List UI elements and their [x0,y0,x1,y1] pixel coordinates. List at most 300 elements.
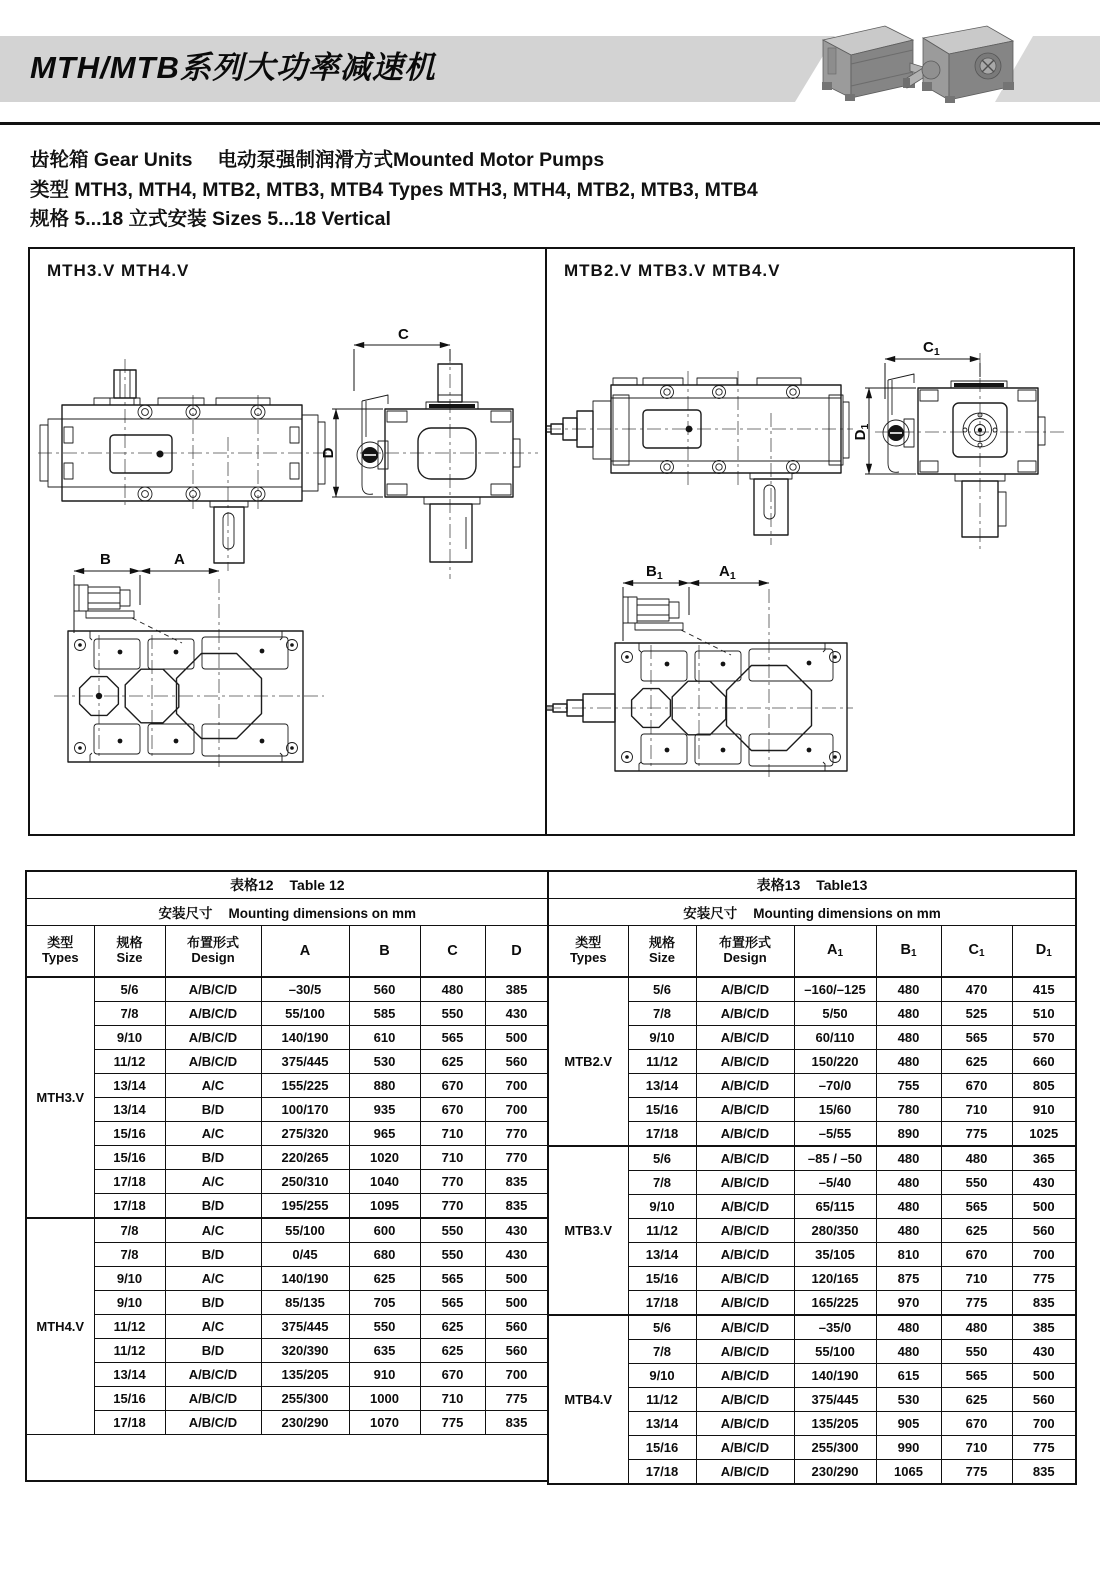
table-13-body [548,977,1076,1484]
dim-c-cell: 670 [941,1243,1012,1267]
dim-c-cell: 710 [941,1436,1012,1460]
dim-d-cell: 700 [1012,1412,1076,1436]
table-title-row [548,871,1076,899]
dim-b-cell: 1095 [349,1194,420,1219]
size-cell: 5/6 [94,977,165,1002]
dim-c-cell: 710 [941,1098,1012,1122]
dim-b-cell: 905 [876,1412,941,1436]
dim-b-cell: 530 [876,1388,941,1412]
dim-b-cell: 480 [876,1315,941,1340]
design-cell: A/B/C/D [696,1002,794,1026]
column-header: 规格 Size [628,926,696,978]
dim-a-cell: –70/0 [794,1074,876,1098]
technical-drawing-mth [30,249,545,834]
dim-c-cell: 565 [420,1267,485,1291]
dim-a-cell: 35/105 [794,1243,876,1267]
dim-b-cell: 890 [876,1122,941,1147]
dim-b-cell: 480 [876,1002,941,1026]
table-row [26,1243,548,1267]
dim-b-cell: 615 [876,1364,941,1388]
table-row [26,1291,548,1315]
design-cell: A/B/C/D [165,1002,261,1026]
dim-c-cell: 770 [420,1170,485,1194]
design-cell: A/B/C/D [165,977,261,1002]
dim-a-cell: 55/100 [261,1002,349,1026]
drawing-title-mth: MTH3.V MTH4.V [47,261,190,280]
page-title: MTH/MTB系列大功率减速机 [30,50,436,85]
design-cell: A/B/C/D [165,1411,261,1435]
size-cell: 13/14 [628,1412,696,1436]
size-cell: 13/14 [94,1098,165,1122]
dim-label-a: A [174,551,185,568]
dim-c-cell: 710 [420,1146,485,1170]
table-row [548,1267,1076,1291]
dim-d-cell: 430 [1012,1340,1076,1364]
dim-b-cell: 480 [876,1050,941,1074]
column-header: 类型 Types [26,926,94,978]
dim-a-cell: 220/265 [261,1146,349,1170]
table-12-subtitle [26,899,548,926]
design-cell: A/C [165,1074,261,1098]
dim-a-cell: 320/390 [261,1339,349,1363]
dim-b-cell: 780 [876,1098,941,1122]
size-cell: 9/10 [94,1267,165,1291]
column-header: $D_1$ [1012,926,1076,978]
design-cell: A/B/C/D [696,1267,794,1291]
blank-cell [26,1435,548,1482]
dim-a-cell: –30/5 [261,977,349,1002]
dim-d-cell: 700 [1012,1243,1076,1267]
dim-c-cell: 550 [420,1002,485,1026]
dim-c-cell: 625 [941,1219,1012,1243]
dim-b-cell: 990 [876,1436,941,1460]
dim-c-cell: 565 [941,1026,1012,1050]
dim-label-c1: $C_1$ [923,339,940,358]
column-header: B [349,926,420,978]
dim-a-cell: 280/350 [794,1219,876,1243]
table-row [548,1340,1076,1364]
table-row [548,1122,1076,1147]
column-header: 布置形式 Design [165,926,261,978]
size-cell: 11/12 [628,1050,696,1074]
dim-a-cell: 135/205 [794,1412,876,1436]
design-cell: A/B/C/D [696,1460,794,1485]
table-row [548,1388,1076,1412]
table-row [548,1050,1076,1074]
technical-drawing-box [28,247,1075,836]
column-header: $B_1$ [876,926,941,978]
dim-d-cell: 770 [485,1146,548,1170]
intro-line-2: 类型 MTH3, MTH4, MTB2, MTB3, MTB4 Types MTH3, MTH4, MTB2, MTB3, MTB4 [30,178,758,201]
dim-label-d1: $D_1$ [852,423,871,441]
intro-line-3: 规格 5...18 立式安装 Sizes 5...18 Vertical [30,208,391,230]
table-row [26,1122,548,1146]
design-cell: A/B/C/D [696,1122,794,1147]
dim-label-c: C [398,326,409,343]
size-cell: 11/12 [94,1050,165,1074]
size-cell: 11/12 [628,1388,696,1412]
design-cell: A/B/C/D [165,1050,261,1074]
dim-c-cell: 470 [941,977,1012,1002]
dim-b-cell: 480 [876,1171,941,1195]
dim-c-cell: 565 [941,1195,1012,1219]
dim-a-cell: –85 / –50 [794,1146,876,1171]
dim-d-cell: 835 [1012,1291,1076,1316]
table-subtitle-en: Mounting dimensions on mm [753,906,941,921]
dim-a-cell: 230/290 [261,1411,349,1435]
dim-c-cell: 625 [420,1315,485,1339]
dim-d-cell: 700 [485,1363,548,1387]
dim-b-cell: 705 [349,1291,420,1315]
size-cell: 7/8 [94,1002,165,1026]
table-row [548,977,1076,1002]
dim-c-cell: 710 [420,1387,485,1411]
dim-a-cell: 250/310 [261,1170,349,1194]
design-cell: A/B/C/D [696,1243,794,1267]
dim-d-cell: 500 [485,1291,548,1315]
header-rule [0,122,1100,125]
mtb-plan-view [547,563,853,777]
dim-d-cell: 365 [1012,1146,1076,1171]
dim-d-cell: 415 [1012,977,1076,1002]
dim-d-cell: 560 [485,1315,548,1339]
dim-a-cell: 5/50 [794,1002,876,1026]
dim-a-cell: 275/320 [261,1122,349,1146]
table-row [548,1026,1076,1050]
table-row [26,1002,548,1026]
table-subtitle-en: Mounting dimensions on mm [228,906,417,921]
size-cell: 7/8 [94,1243,165,1267]
design-cell: A/B/C/D [696,1146,794,1171]
type-label: MTB3.V [548,1146,628,1315]
type-label: MTB2.V [548,977,628,1146]
dim-c-cell: 480 [941,1315,1012,1340]
dim-a-cell: 150/220 [794,1050,876,1074]
design-cell: A/B/C/D [696,1364,794,1388]
design-cell: B/D [165,1339,261,1363]
dim-b-cell: 910 [349,1363,420,1387]
table-row [548,1098,1076,1122]
dim-b-cell: 1040 [349,1170,420,1194]
column-header-row [26,926,548,978]
dim-d-cell: 385 [1012,1315,1076,1340]
size-cell: 7/8 [628,1002,696,1026]
design-cell: A/B/C/D [696,1315,794,1340]
table-row [26,1411,548,1435]
dim-c-cell: 480 [941,1146,1012,1171]
table-row [548,1146,1076,1171]
dim-a-cell: –5/40 [794,1171,876,1195]
table-row [548,1171,1076,1195]
design-cell: A/B/C/D [165,1026,261,1050]
dim-c-cell: 670 [420,1098,485,1122]
dim-b-cell: 480 [876,1026,941,1050]
dim-a-cell: 255/300 [794,1436,876,1460]
dim-b-cell: 480 [876,1195,941,1219]
size-cell: 7/8 [628,1340,696,1364]
dim-c-cell: 480 [420,977,485,1002]
dim-label-b: B [100,551,111,568]
dim-d-cell: 500 [1012,1195,1076,1219]
dim-c-cell: 710 [420,1122,485,1146]
dim-b-cell: 635 [349,1339,420,1363]
table-row [548,1195,1076,1219]
dim-b-cell: 680 [349,1243,420,1267]
size-cell: 9/10 [94,1291,165,1315]
dim-b-cell: 480 [876,1219,941,1243]
dim-b-cell: 560 [349,977,420,1002]
dim-b-cell: 755 [876,1074,941,1098]
dim-d-cell: 910 [1012,1098,1076,1122]
design-cell: A/B/C/D [696,1291,794,1316]
table-row [548,1315,1076,1340]
table-row [548,1243,1076,1267]
design-cell: A/C [165,1267,261,1291]
dim-d-cell: 430 [485,1218,548,1243]
design-cell: B/D [165,1243,261,1267]
dim-b-cell: 600 [349,1218,420,1243]
dim-d-cell: 560 [485,1050,548,1074]
dim-b-cell: 875 [876,1267,941,1291]
dim-d-cell: 430 [485,1243,548,1267]
dim-c-cell: 550 [420,1218,485,1243]
size-cell: 11/12 [94,1315,165,1339]
dim-a-cell: 140/190 [261,1267,349,1291]
dim-d-cell: 500 [485,1026,548,1050]
size-cell: 11/12 [628,1219,696,1243]
size-cell: 17/18 [628,1291,696,1316]
design-cell: B/D [165,1146,261,1170]
dim-d-cell: 835 [485,1411,548,1435]
table-row [548,1436,1076,1460]
design-cell: A/B/C/D [696,1219,794,1243]
dim-label-b1: $B_1$ [646,563,663,582]
dim-d-cell: 775 [1012,1267,1076,1291]
design-cell: A/B/C/D [696,1050,794,1074]
table-subtitle-row [26,899,548,926]
dim-d-cell: 835 [485,1170,548,1194]
design-cell: A/B/C/D [696,1195,794,1219]
size-cell: 13/14 [94,1074,165,1098]
column-header: $A_1$ [794,926,876,978]
size-cell: 9/10 [628,1364,696,1388]
size-cell: 9/10 [94,1026,165,1050]
dim-c-cell: 550 [420,1243,485,1267]
table-row [26,1074,548,1098]
table-row [548,1364,1076,1388]
size-cell: 15/16 [628,1436,696,1460]
dim-c-cell: 670 [941,1412,1012,1436]
dim-b-cell: 935 [349,1098,420,1122]
dim-a-cell: 0/45 [261,1243,349,1267]
dim-c-cell: 565 [420,1026,485,1050]
dim-d-cell: 500 [1012,1364,1076,1388]
dim-d-cell: 385 [485,977,548,1002]
drawing-title-mtb: MTB2.V MTB3.V MTB4.V [564,261,781,280]
dim-d-cell: 570 [1012,1026,1076,1050]
dim-a-cell: 120/165 [794,1267,876,1291]
size-cell: 15/16 [628,1098,696,1122]
table-row [548,1291,1076,1316]
dim-c-cell: 550 [941,1171,1012,1195]
dim-a-cell: 375/445 [794,1388,876,1412]
table-12 [25,870,549,1482]
table-subtitle-row [548,899,1076,926]
dim-d-cell: 430 [485,1002,548,1026]
dim-b-cell: 550 [349,1315,420,1339]
dim-c-cell: 775 [941,1460,1012,1485]
column-header: D [485,926,548,978]
dim-d-cell: 510 [1012,1002,1076,1026]
mth-side-view [320,326,538,579]
size-cell: 5/6 [628,1315,696,1340]
size-cell: 17/18 [628,1122,696,1147]
size-cell: 15/16 [628,1267,696,1291]
design-cell: A/B/C/D [696,1074,794,1098]
table-row [548,1002,1076,1026]
type-label: MTH4.V [26,1218,94,1435]
dim-d-cell: 805 [1012,1074,1076,1098]
design-cell: A/B/C/D [696,1340,794,1364]
size-cell: 13/14 [628,1074,696,1098]
size-cell: 7/8 [628,1171,696,1195]
table-row [548,1460,1076,1485]
dim-b-cell: 965 [349,1122,420,1146]
mth-front-view [38,359,332,571]
design-cell: B/D [165,1098,261,1122]
table-row [26,1170,548,1194]
dim-b-cell: 480 [876,977,941,1002]
dim-c-cell: 625 [420,1050,485,1074]
table-title-en: Table 12 [289,877,345,893]
dim-a-cell: 100/170 [261,1098,349,1122]
intro-text [30,146,758,235]
size-cell: 15/16 [94,1122,165,1146]
dim-c-cell: 625 [941,1388,1012,1412]
column-header: A [261,926,349,978]
table-row [548,1219,1076,1243]
type-label: MTH3.V [26,977,94,1218]
dim-b-cell: 1000 [349,1387,420,1411]
dim-d-cell: 1025 [1012,1122,1076,1147]
design-cell: A/B/C/D [696,1098,794,1122]
dim-b-cell: 810 [876,1243,941,1267]
table-subtitle-zh: 安装尺寸 [683,906,738,921]
dim-a-cell: 165/225 [794,1291,876,1316]
dim-a-cell: 15/60 [794,1098,876,1122]
design-cell: A/B/C/D [165,1363,261,1387]
design-cell: A/B/C/D [696,1436,794,1460]
intro-line-1: 齿轮箱 Gear Units 电动泵强制润滑方式Mounted Motor Pumps [30,149,605,171]
dim-d-cell: 560 [485,1339,548,1363]
size-cell: 5/6 [628,977,696,1002]
column-header: $C_1$ [941,926,1012,978]
mtb-side-view [852,339,1067,549]
size-cell: 15/16 [94,1146,165,1170]
dim-a-cell: 155/225 [261,1074,349,1098]
dim-a-cell: 375/445 [261,1050,349,1074]
type-label: MTB4.V [548,1315,628,1484]
size-cell: 15/16 [94,1387,165,1411]
table-title-zh: 表格12 [229,877,274,893]
dim-d-cell: 660 [1012,1050,1076,1074]
dim-d-cell: 775 [1012,1436,1076,1460]
table-12-body [26,977,548,1481]
dim-d-cell: 560 [1012,1388,1076,1412]
design-cell: A/B/C/D [696,1412,794,1436]
dim-label-a1: $A_1$ [719,563,736,582]
design-cell: B/D [165,1194,261,1219]
dim-a-cell: 55/100 [794,1340,876,1364]
mtb-front-view [547,371,853,545]
size-cell: 7/8 [94,1218,165,1243]
design-cell: A/B/C/D [696,1171,794,1195]
table-row [26,1026,548,1050]
dim-a-cell: 375/445 [261,1315,349,1339]
dim-c-cell: 670 [420,1074,485,1098]
dim-d-cell: 500 [485,1267,548,1291]
dim-c-cell: 565 [420,1291,485,1315]
dim-a-cell: –160/–125 [794,977,876,1002]
dim-a-cell: 60/110 [794,1026,876,1050]
dim-a-cell: 255/300 [261,1387,349,1411]
dim-a-cell: 230/290 [794,1460,876,1485]
table-12-title [26,871,548,899]
dim-d-cell: 835 [1012,1460,1076,1485]
dim-c-cell: 625 [941,1050,1012,1074]
dim-label-d: D [320,447,337,459]
dim-b-cell: 1065 [876,1460,941,1485]
dim-b-cell: 480 [876,1340,941,1364]
dim-b-cell: 1070 [349,1411,420,1435]
dim-c-cell: 775 [941,1291,1012,1316]
design-cell: A/C [165,1315,261,1339]
gearbox-photo-bevel-shaft [903,26,1014,103]
dim-b-cell: 585 [349,1002,420,1026]
dim-c-cell: 670 [941,1074,1012,1098]
dim-b-cell: 625 [349,1267,420,1291]
dim-a-cell: 85/135 [261,1291,349,1315]
design-cell: A/C [165,1170,261,1194]
dim-a-cell: 140/190 [261,1026,349,1050]
dim-a-cell: 55/100 [261,1218,349,1243]
table-row [548,1074,1076,1098]
column-header: 规格 Size [94,926,165,978]
table-row [548,1412,1076,1436]
dim-b-cell: 1020 [349,1146,420,1170]
table-title-en: Table13 [816,877,868,893]
table-row [26,1146,548,1170]
table-title-row [26,871,548,899]
table-row [26,1194,548,1219]
drawing-panel-mtb [545,249,1075,834]
design-cell: A/B/C/D [696,1388,794,1412]
dim-b-cell: 970 [876,1291,941,1316]
dim-a-cell: –35/0 [794,1315,876,1340]
table-row [26,1387,548,1411]
dim-a-cell: –5/55 [794,1122,876,1147]
dim-c-cell: 625 [420,1339,485,1363]
table-row [26,977,548,1002]
size-cell: 9/10 [628,1195,696,1219]
dim-a-cell: 65/115 [794,1195,876,1219]
table-row [26,1050,548,1074]
table-row [26,1267,548,1291]
dim-d-cell: 700 [485,1074,548,1098]
size-cell: 13/14 [628,1243,696,1267]
dim-b-cell: 480 [876,1146,941,1171]
column-header: 布置形式 Design [696,926,794,978]
